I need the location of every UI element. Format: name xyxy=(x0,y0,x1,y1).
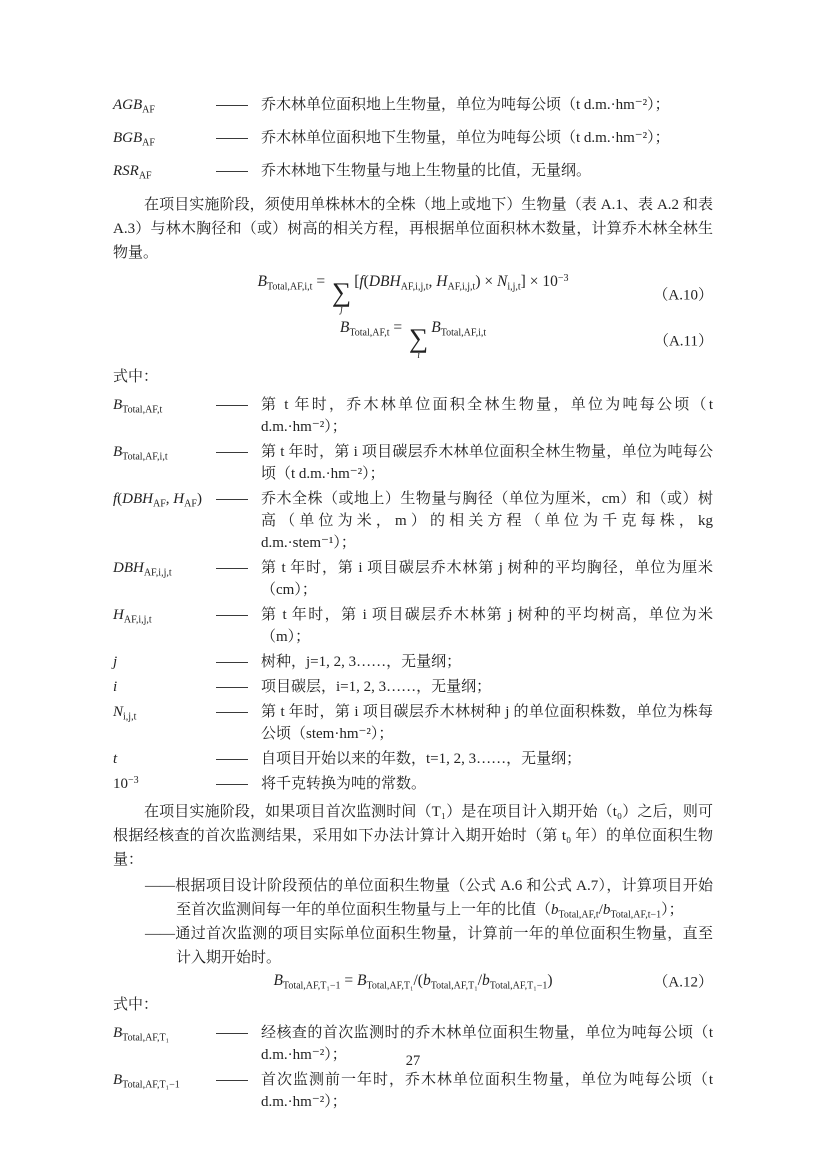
definition-row-b-total-af-t1-minus-1 xyxy=(113,1069,713,1113)
formula-a11 xyxy=(113,317,713,363)
list-item-dash: —— xyxy=(145,926,175,942)
formula-a11-expression: $B_{Total,AF,t}$ = ∑ i $B_{Total,AF,i,t}$ xyxy=(339,319,487,361)
dash-separator xyxy=(213,94,261,116)
definition-text: 经核查的首次监测时的乔木林单位面积生物量，单位为吨每公顷（t d.m.·hm⁻²）； xyxy=(261,1025,713,1063)
list-item-text: 根据项目设计阶段预估的单位面积生物量（公式 A.6 和公式 A.7），计算项目开始至首次监测间每一年的单位面积生物量与上一年的比值（ xyxy=(175,878,713,918)
definition-row-b-total-af-i-t xyxy=(113,441,713,485)
definition-text: 树种，j=1, 2, 3……，无量纲； xyxy=(261,654,462,670)
definition-text: 乔木林单位面积地上生物量，单位为吨每公顷（t d.m.·hm⁻²）； xyxy=(261,97,670,113)
symbol-term: $N_{i,j,t}$ xyxy=(113,704,137,723)
definition-row-dbh xyxy=(113,557,713,601)
where-label: 式中： xyxy=(113,369,159,385)
symbol-term: $B_{Total,AF,t}$ xyxy=(113,397,163,416)
definition-row-rsr xyxy=(113,160,713,182)
definition-row-t xyxy=(113,748,713,770)
symbol-term: $B_{Total,AF,i,t}$ xyxy=(113,444,168,463)
dash-separator xyxy=(213,604,261,626)
definition-text: 第 t 年时，第 i 项目碳层乔木林单位面积全林生物量，单位为吨每公顷（t d.m.·hm⁻²）； xyxy=(261,444,713,482)
definition-row-h xyxy=(113,604,713,648)
symbol-term: $B_{Total,AF,T_1}$ xyxy=(113,1025,170,1044)
paragraph-first-monitoring: 在项目实施阶段，如果项目首次监测时间（T₁）是在项目计入期开始（t₀）之后，则可根据经核查的首次监测结果，采用如下办法计算计入期开始时（第 t₀ 年）的单位面积生物量： xyxy=(113,804,713,868)
page-number: 27 xyxy=(405,1053,421,1069)
list-item-dash: —— xyxy=(145,878,175,894)
formula-a12-expression: $B_{Total,AF,T_1-1} = B_{Total,AF,T_1}/(b_{Total,AF,T_1}/b_{Total,AF,T_1-1})$ xyxy=(273,972,553,992)
symbol-term: $10^{-3}$ xyxy=(113,775,139,792)
formula-a12-number: （A.12） xyxy=(653,974,713,991)
symbol-term: j xyxy=(113,654,118,670)
dash-separator xyxy=(213,160,261,182)
definition-text: 项目碳层，i=1, 2, 3……，无量纲； xyxy=(261,679,492,695)
symbol-term: $f(DBH_{AF}$, $H_{AF}$) xyxy=(113,491,202,510)
definition-row-n xyxy=(113,701,713,745)
formula-a12 xyxy=(113,971,713,991)
definition-row-bgb xyxy=(113,127,713,149)
definition-text: 乔木全株（或地上）生物量与胸径（单位为厘米，cm）和（或）树高（单位为米，m）的相关方程（单位为千克每株，kg d.m.·stem⁻¹）； xyxy=(261,491,713,551)
definition-text: 乔木林地下生物量与地上生物量的比值，无量纲。 xyxy=(261,163,592,179)
definition-text: 乔木林单位面积地下生物量，单位为吨每公顷（t d.m.·hm⁻²）； xyxy=(261,130,670,146)
symbol-term: $H_{AF,i,j,t}$ xyxy=(113,607,152,626)
definition-row-agb xyxy=(113,94,713,116)
symbol-term: $RSR_{AF}$ xyxy=(113,163,152,182)
definition-row-b-total-af-t xyxy=(113,394,713,438)
definition-text: 第 t 年时，第 i 项目碳层乔木林树种 j 的单位面积株数，单位为株每公顷（stem·hm⁻²）； xyxy=(261,704,713,742)
where-label: 式中： xyxy=(113,997,159,1013)
definition-row-ten-neg3 xyxy=(113,773,713,795)
formula-a10 xyxy=(113,271,713,317)
definition-row-i xyxy=(113,676,713,698)
dash-separator xyxy=(213,557,261,579)
definition-row-j xyxy=(113,651,713,673)
dash-separator xyxy=(213,394,261,416)
symbol-term: $B_{Total,AF,T_1-1}$ xyxy=(113,1072,180,1091)
definition-text: 自项目开始以来的年数，t=1, 2, 3……，无量纲； xyxy=(261,751,582,767)
formula-a10-number: （A.10） xyxy=(653,287,713,304)
dash-separator xyxy=(213,773,261,795)
symbol-term: $DBH_{AF,i,j,t}$ xyxy=(113,560,172,579)
list-item-text: 通过首次监测的项目实际单位面积生物量，计算前一年的单位面积生物量，直至计入期开始时。 xyxy=(175,926,713,966)
symbol-term: $BGB_{AF}$ xyxy=(113,130,155,149)
definition-text: 第 t 年时，第 i 项目碳层乔木林第 j 树种的平均胸径，单位为厘米（cm）； xyxy=(261,560,713,598)
dash-separator xyxy=(213,701,261,723)
dash-separator xyxy=(213,488,261,510)
dash-separator xyxy=(213,1022,261,1044)
list-item-ratio-method xyxy=(145,874,713,922)
definition-text: 将千克转换为吨的常数。 xyxy=(261,776,427,792)
definition-text: 第 t 年时，乔木林单位面积全林生物量，单位为吨每公顷（t d.m.·hm⁻²）； xyxy=(261,397,713,435)
dash-separator xyxy=(213,651,261,673)
paragraph-implementation-phase: 在项目实施阶段，须使用单株林木的全株（地上或地下）生物量（表 A.1、表 A.2 和表 A.3）与林木胸径和（或）树高的相关方程，再根据单位面积林木数量，计算乔木林全林生物量。 xyxy=(113,197,713,261)
formula-a10-expression: $B_{Total,AF,i,t}$ = ∑ j [$f(DBH_{AF,i,j,t}$, $H_{AF,i,j,t}) \times N_{i,j,t}] \times 10^{-3}$ xyxy=(257,273,569,315)
symbol-term: t xyxy=(113,751,118,767)
formula-a11-number: （A.11） xyxy=(653,333,713,350)
symbol-term: i xyxy=(113,679,118,695)
definition-row-f-dbh-h xyxy=(113,488,713,554)
dash-separator xyxy=(213,441,261,463)
list-item-backcast-method xyxy=(145,922,713,970)
inline-math-b-ratio: $b_{Total,AF,t}/b_{Total,AF,t-1}$ xyxy=(551,902,662,921)
dash-separator xyxy=(213,748,261,770)
list-item-text-after: ）； xyxy=(661,902,684,918)
symbol-term: $AGB_{AF}$ xyxy=(113,97,155,116)
definition-text: 第 t 年时，第 i 项目碳层乔木林第 j 树种的平均树高，单位为米（m）； xyxy=(261,607,713,645)
dash-separator xyxy=(213,1069,261,1091)
dash-separator xyxy=(213,676,261,698)
definition-text: 首次监测前一年时，乔木林单位面积生物量，单位为吨每公顷（t d.m.·hm⁻²）； xyxy=(261,1072,713,1110)
dash-separator xyxy=(213,127,261,149)
